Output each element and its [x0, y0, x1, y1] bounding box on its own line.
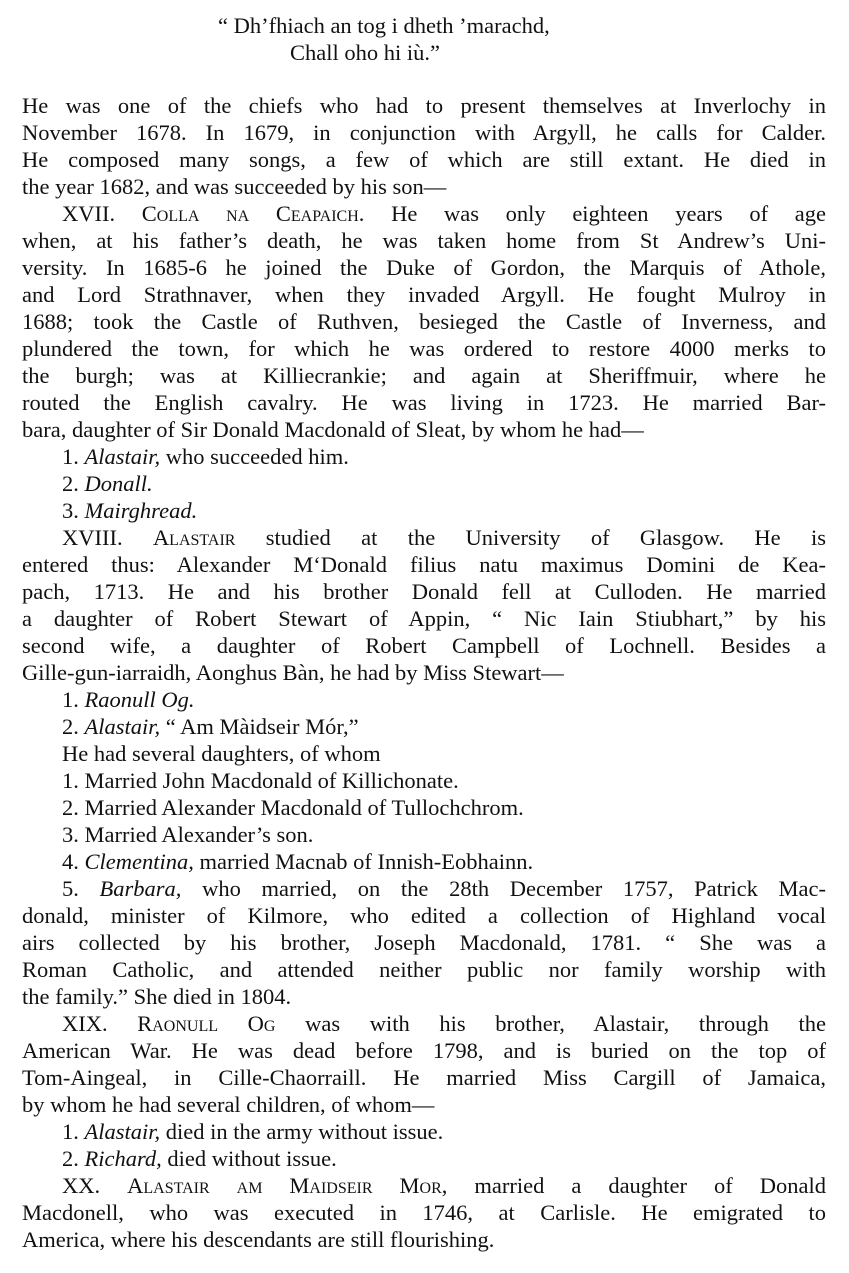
text-span: 2.: [62, 714, 85, 739]
text-span: versity. In 1685-6 he joined the Duke of Gordon, the Marquis of Athole,: [22, 255, 826, 280]
italic-text: Alastair,: [84, 444, 161, 469]
text-line: [22, 389, 826, 416]
text-span: XVIII.: [62, 525, 153, 550]
text-line: [22, 1199, 826, 1226]
text-line: [22, 1037, 826, 1064]
text-line: [22, 902, 826, 929]
text-span: was with his brother, Alastair, through the: [275, 1011, 827, 1036]
text-span: plundered the town, for which he was ordered to restore 4000 merks to: [22, 336, 826, 361]
text-span: 1.: [62, 1119, 85, 1144]
text-line: [22, 875, 826, 902]
text-line: [22, 983, 826, 1010]
paragraph: [22, 1010, 826, 1118]
text-span: who succeeded him.: [160, 444, 349, 469]
text-line: [22, 1091, 826, 1118]
text-line: [22, 956, 826, 983]
list-item: [22, 1118, 826, 1145]
text-line: [22, 146, 826, 173]
list-item: [22, 713, 826, 740]
small-caps-heading: Alastair am Maidseir Mor,: [127, 1173, 448, 1198]
list-item: [22, 470, 826, 497]
text-span: studied at the University of Glasgow. He is: [235, 525, 826, 550]
text-line: [22, 227, 826, 254]
text-span: Roman Catholic, and attended neither public nor family worship with: [22, 957, 826, 982]
text-line: [22, 470, 826, 497]
text-span: by whom he had several children, of whom—: [22, 1092, 435, 1117]
text-line: [22, 1226, 826, 1253]
small-caps-heading: Alastair: [152, 525, 236, 550]
paragraph: [22, 200, 826, 443]
italic-text: Clementina,: [84, 849, 194, 874]
text-span: 4.: [62, 849, 85, 874]
text-line: [22, 308, 826, 335]
text-span: 1. Married John Macdonald of Killichonate.: [62, 768, 459, 793]
paragraph: [22, 1172, 826, 1253]
text-span: 1.: [62, 687, 85, 712]
text-line: [22, 524, 826, 551]
list-item: [22, 821, 826, 848]
text-span: and Lord Strathnaver, when they invaded Argyll. He fought Mulroy in: [22, 282, 826, 307]
text-span: airs collected by his brother, Joseph Macdonald, 1781. “ She was a: [22, 930, 826, 955]
text-span: American War. He was dead before 1798, and is buried on the top of: [22, 1038, 826, 1063]
text-span: November 1678. In 1679, in conjunction with Argyll, he calls for Calder.: [22, 120, 826, 145]
text-line: [22, 119, 826, 146]
text-line: [22, 173, 826, 200]
paragraph: [22, 524, 826, 686]
italic-text: Alastair,: [84, 1119, 161, 1144]
text-line: [22, 713, 826, 740]
text-line: [22, 281, 826, 308]
italic-text: Richard,: [84, 1146, 162, 1171]
text-span: He was one of the chiefs who had to present themselves at Inverlochy in: [22, 93, 826, 118]
text-span: entered thus: Alexander M‘Donald filius natu maximus Domini de Kea-: [22, 552, 826, 577]
text-span: the family.” She died in 1804.: [22, 984, 292, 1009]
text-line: [22, 416, 826, 443]
text-line: [22, 767, 826, 794]
text-line: [22, 551, 826, 578]
text-line: [22, 578, 826, 605]
text-span: donald, minister of Kilmore, who edited a collection of Highland vocal: [22, 903, 826, 928]
text-line: [22, 686, 826, 713]
text-span: Tom-Aingeal, in Cille-Chaorraill. He married Miss Cargill of Jamaica,: [22, 1065, 826, 1090]
text-span: the burgh; was at Killiecrankie; and again at Sheriffmuir, where he: [22, 363, 826, 388]
text-span: He was only eighteen years of age: [364, 201, 826, 226]
text-span: a daughter of Robert Stewart of Appin, “ Nic Iain Stiubhart,” by his: [22, 606, 826, 631]
italic-text: Mairghread.: [84, 498, 198, 523]
text-span: pach, 1713. He and his brother Donald fell at Culloden. He married: [22, 579, 826, 604]
text-span: died without issue.: [161, 1146, 337, 1171]
text-line: [22, 254, 826, 281]
text-span: second wife, a daughter of Robert Campbell of Lochnell. Besides a: [22, 633, 826, 658]
italic-text: Raonull Og.: [84, 687, 195, 712]
list-item: [22, 443, 826, 470]
text-span: who married, on the 28th December 1757, Patrick Mac-: [181, 876, 827, 901]
text-line: [22, 632, 826, 659]
text-span: 1.: [62, 444, 85, 469]
italic-text: Alastair,: [84, 714, 161, 739]
text-span: He had several daughters, of whom: [62, 741, 381, 766]
text-line: [22, 443, 826, 470]
text-line: [22, 1172, 826, 1199]
text-line: [22, 362, 826, 389]
text-span: 3.: [62, 498, 85, 523]
text-span: XVII.: [62, 201, 142, 226]
text-span: routed the English cavalry. He was living in 1723. He married Bar-: [22, 390, 826, 415]
text-line: [22, 497, 826, 524]
text-span: bara, daughter of Sir Donald Macdonald of Sleat, by whom he had—: [22, 417, 644, 442]
text-span: “ Am Màidseir Mór,”: [160, 714, 359, 739]
text-line: [22, 200, 826, 227]
text-span: 5.: [62, 876, 100, 901]
text-span: XIX.: [62, 1011, 138, 1036]
small-caps-heading: Raonull Og: [137, 1011, 276, 1036]
text-span: 3. Married Alexander’s son.: [62, 822, 314, 847]
text-line: [22, 1064, 826, 1091]
list-item: [22, 740, 826, 767]
small-caps-heading: Colla na Ceapaich.: [141, 201, 365, 226]
text-span: 2.: [62, 1146, 85, 1171]
text-span: America, where his descendants are still flourishing.: [22, 1227, 495, 1252]
text-span: 2. Married Alexander Macdonald of Tullochchrom.: [62, 795, 524, 820]
text-span: the year 1682, and was succeeded by his son—: [22, 174, 447, 199]
list-item: [22, 1145, 826, 1172]
italic-text: Donall.: [84, 471, 153, 496]
text-span: married Macnab of Innish-Eobhainn.: [193, 849, 534, 874]
text-span: Macdonell, who was executed in 1746, at Carlisle. He emigrated to: [22, 1200, 826, 1225]
list-item: [22, 848, 826, 875]
text-line: [22, 92, 826, 119]
text-span: 2.: [62, 471, 85, 496]
verse-quote: [0, 12, 849, 66]
list-item: [22, 767, 826, 794]
list-item: [22, 497, 826, 524]
verse-line: Chall oho hi iù.”: [290, 40, 440, 65]
text-line: [22, 1145, 826, 1172]
text-span: died in the army without issue.: [160, 1119, 444, 1144]
text-span: when, at his father’s death, he was taken home from St Andrew’s Uni-: [22, 228, 826, 253]
text-span: 1688; took the Castle of Ruthven, besieged the Castle of Inverness, and: [22, 309, 826, 334]
text-line: [22, 1118, 826, 1145]
text-span: He composed many songs, a few of which are still extant. He died in: [22, 147, 826, 172]
text-line: [22, 659, 826, 686]
list-item: [22, 794, 826, 821]
text-line: [22, 740, 826, 767]
text-line: [22, 821, 826, 848]
list-item: [22, 686, 826, 713]
text-span: married a daughter of Donald: [447, 1173, 826, 1198]
text-line: [22, 605, 826, 632]
verse-line: “ Dh’fhiach an tog i dheth ’marachd,: [218, 13, 550, 38]
text-line: [22, 929, 826, 956]
text-line: [22, 794, 826, 821]
text-span: XX.: [62, 1173, 128, 1198]
text-line: [22, 1010, 826, 1037]
paragraph: [22, 92, 826, 200]
body-text: [22, 92, 826, 1253]
text-span: Gille-gun-iarraidh, Aonghus Bàn, he had by Miss Stewart—: [22, 660, 564, 685]
paragraph: [22, 875, 826, 1010]
text-line: [22, 335, 826, 362]
text-line: [22, 848, 826, 875]
italic-text: Barbara,: [99, 876, 182, 901]
